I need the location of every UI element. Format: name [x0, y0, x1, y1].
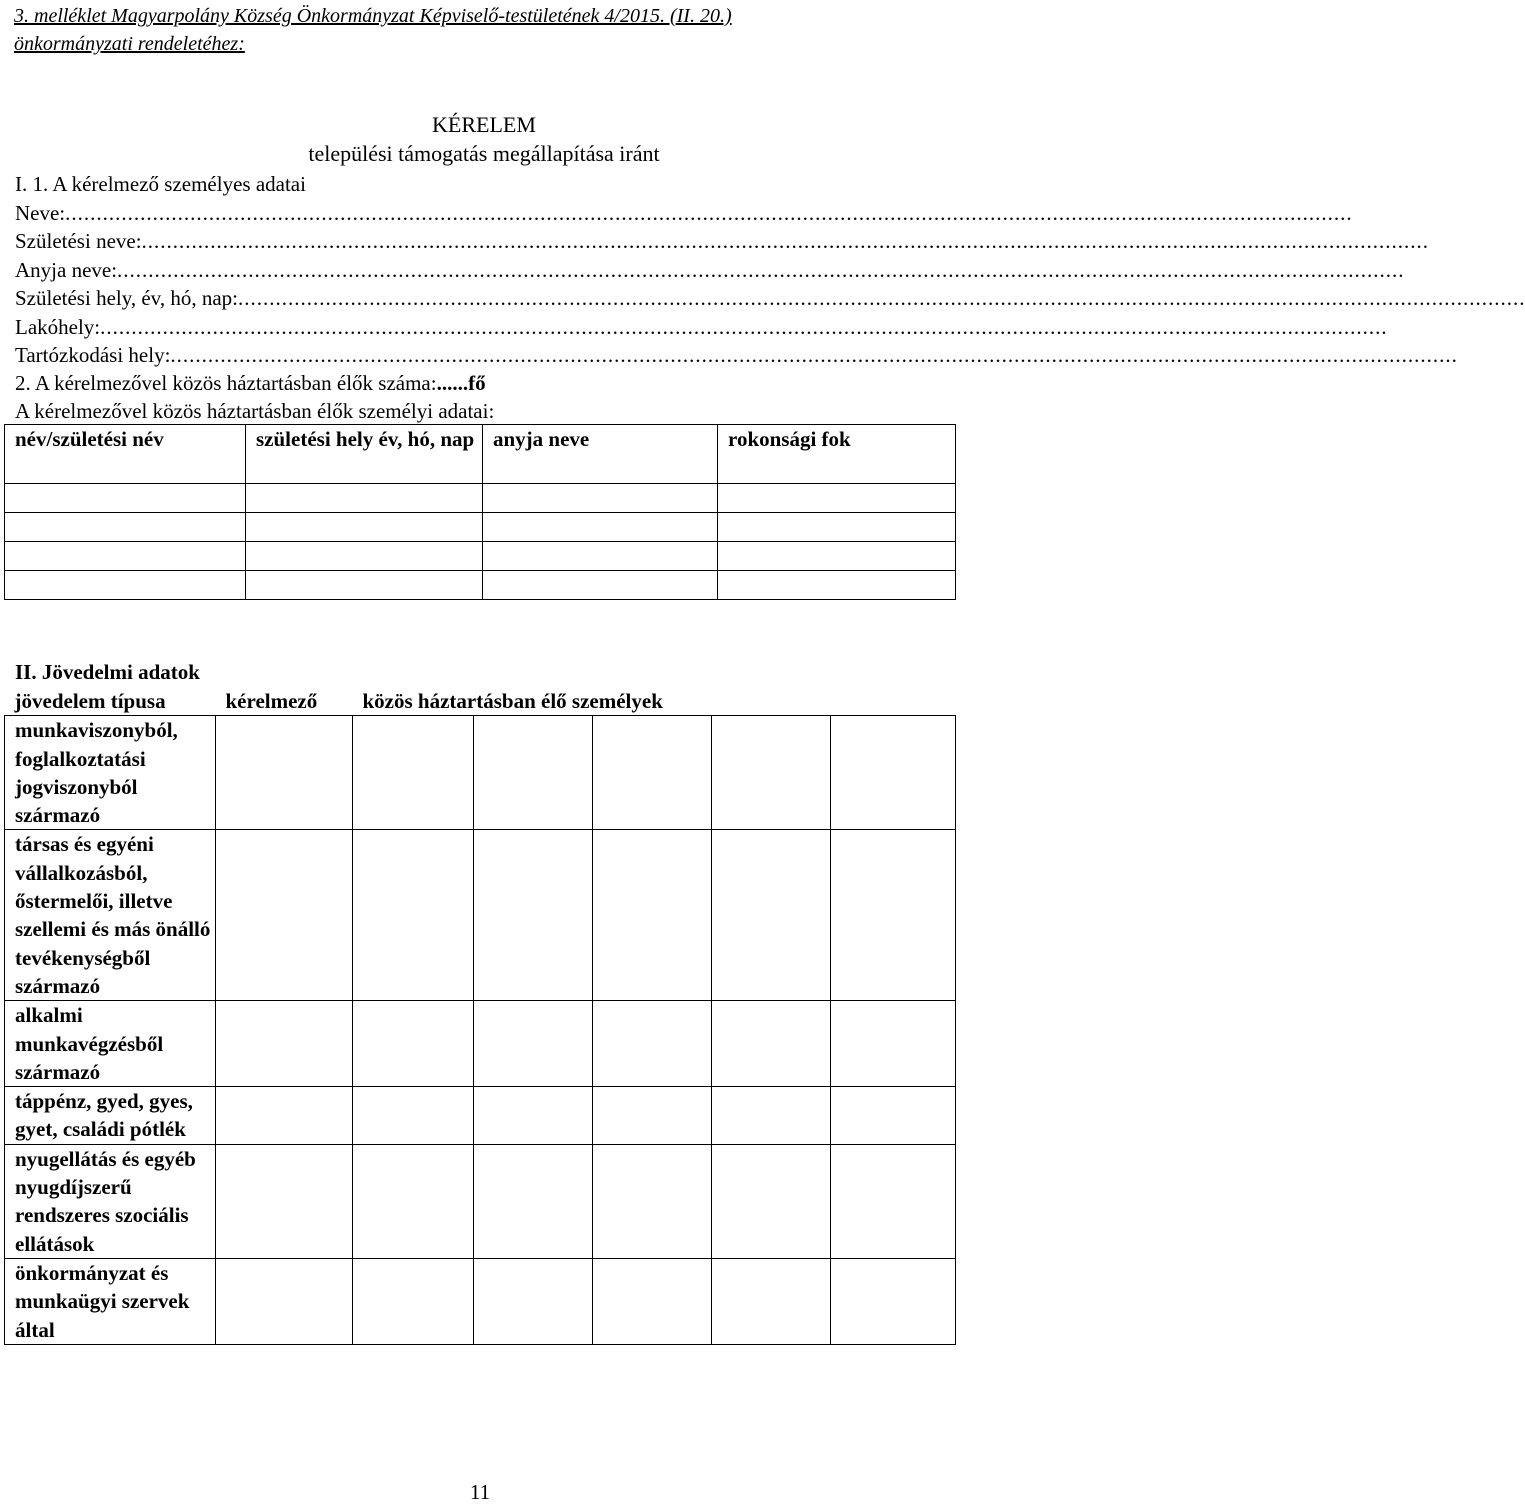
table-cell[interactable] [474, 1087, 593, 1145]
col-header-birth: születési hely év, hó, nap [246, 425, 483, 484]
table-cell[interactable] [216, 1258, 353, 1344]
table-cell[interactable] [474, 1258, 593, 1344]
income-type-label: társas és egyéni vállalkozásból, őstermelői, illetve szellemi és más önálló tevékenységből származó [5, 830, 216, 1001]
table-cell[interactable] [216, 1087, 353, 1145]
col-header-mother: anyja neve [483, 425, 718, 484]
col-header-relation: rokonsági fok [718, 425, 956, 484]
household-count-label: 2. A kérelmezővel közös háztartásban élők száma: [15, 371, 437, 395]
table-cell[interactable] [593, 1001, 712, 1087]
form-title: KÉRELEM [432, 112, 536, 137]
table-cell[interactable] [216, 1001, 353, 1087]
income-type-label: önkormányzat és munkaügyi szervek által [5, 1258, 216, 1344]
table-row [5, 716, 956, 830]
income-type-label: munkaviszonyból, foglalkoztatási jogviszonyból származó [5, 716, 216, 830]
field-label: Anyja neve: [15, 258, 118, 282]
col-header-income-type: jövedelem típusa [14, 689, 166, 713]
col-header-applicant: kérelmező [225, 689, 318, 713]
table-cell[interactable] [353, 1001, 474, 1087]
header-line-2: önkormányzati rendeletéhez: [14, 33, 245, 55]
table-cell[interactable] [593, 1144, 712, 1258]
table-cell[interactable] [474, 716, 593, 830]
table-cell[interactable] [246, 513, 483, 542]
table-cell[interactable] [483, 571, 718, 600]
income-type-label: nyugellátás és egyéb nyugdíjszerű rendszeres szociális ellátások [5, 1144, 216, 1258]
table-cell[interactable] [593, 830, 712, 1001]
table-cell[interactable] [216, 830, 353, 1001]
income-type-label: alkalmi munkavégzésből származó [5, 1001, 216, 1087]
table-row [5, 1144, 956, 1258]
table-cell[interactable] [246, 571, 483, 600]
table-cell[interactable] [593, 1258, 712, 1344]
field-label: Lakóhely: [15, 315, 101, 339]
field-label: Neve: [15, 201, 66, 225]
table-cell[interactable] [718, 571, 956, 600]
field-name[interactable]: Neve: .............................................................................................................................................................................................................. [15, 201, 1353, 225]
table-cell[interactable] [5, 542, 246, 571]
table-cell[interactable] [831, 1087, 956, 1145]
table-cell[interactable] [5, 513, 246, 542]
table-cell[interactable] [353, 1087, 474, 1145]
table-cell[interactable] [483, 542, 718, 571]
table-row [5, 571, 956, 600]
section-2-heading: II. Jövedelmi adatok [15, 660, 200, 684]
table-cell[interactable] [712, 1087, 831, 1145]
section-1-heading: I. 1. A kérelmező személyes adatai [15, 172, 306, 196]
table-cell[interactable] [712, 1001, 831, 1087]
table-row [5, 830, 956, 1001]
table-row [5, 513, 956, 542]
table-cell[interactable] [474, 1144, 593, 1258]
table-cell[interactable] [474, 1001, 593, 1087]
table-cell[interactable] [474, 830, 593, 1001]
table-row [5, 542, 956, 571]
col-header-name: név/születési név [5, 425, 246, 484]
table-row [5, 1001, 956, 1087]
table-cell[interactable] [712, 1144, 831, 1258]
table-cell[interactable] [246, 484, 483, 513]
table-cell[interactable] [593, 716, 712, 830]
field-mother-name[interactable]: Anyja neve: .............................................................................................................................................................................................................. [15, 258, 1405, 282]
col-header-household: közös háztartásban élő személyek [362, 689, 663, 713]
field-birth-place-date[interactable]: Születési hely, év, hó, nap: .............................................................................................................................................................................................................. [15, 286, 1525, 310]
table-cell[interactable] [712, 830, 831, 1001]
household-data-heading: A kérelmezővel közös háztartásban élők személyi adatai: [15, 399, 495, 423]
household-count-unit: fő [468, 371, 486, 395]
table-cell[interactable] [718, 542, 956, 571]
table-cell[interactable] [831, 830, 956, 1001]
document-header [14, 2, 954, 58]
income-table-header [5, 686, 956, 716]
table-cell[interactable] [718, 484, 956, 513]
table-cell[interactable] [5, 571, 246, 600]
table-cell[interactable] [353, 716, 474, 830]
field-label: Tartózkodási hely: [15, 343, 171, 367]
table-cell[interactable] [5, 484, 246, 513]
field-temporary-residence[interactable]: Tartózkodási hely: .............................................................................................................................................................................................................. [15, 343, 1458, 367]
field-label: Születési neve: [15, 229, 142, 253]
table-cell[interactable] [831, 716, 956, 830]
household-count-blank[interactable]: ...... [436, 371, 469, 395]
table-cell[interactable] [593, 1087, 712, 1145]
table-row [5, 484, 956, 513]
table-cell[interactable] [216, 1144, 353, 1258]
table-cell[interactable] [831, 1144, 956, 1258]
income-type-label: táppénz, gyed, gyes, gyet, családi pótlék [5, 1087, 216, 1145]
household-count-line [15, 369, 486, 397]
table-cell[interactable] [712, 716, 831, 830]
table-cell[interactable] [483, 484, 718, 513]
page-number: 11 [469, 1480, 491, 1504]
table-cell[interactable] [353, 1144, 474, 1258]
field-label: Születési hely, év, hó, nap: [15, 286, 238, 310]
table-cell[interactable] [216, 716, 353, 830]
form-subtitle: települési támogatás megállapítása iránt [308, 141, 660, 166]
table-cell[interactable] [483, 513, 718, 542]
field-birth-name[interactable]: Születési neve: .............................................................................................................................................................................................................. [15, 229, 1430, 253]
income-table [4, 686, 956, 1345]
table-cell[interactable] [712, 1258, 831, 1344]
header-line-1: 3. melléklet Magyarpolány Község Önkormányzat Képviselő-testületének 4/2015. (II. 20.) [14, 5, 732, 27]
table-cell[interactable] [353, 830, 474, 1001]
table-cell[interactable] [718, 513, 956, 542]
table-cell[interactable] [831, 1258, 956, 1344]
table-cell[interactable] [246, 542, 483, 571]
household-table [4, 424, 956, 600]
field-residence[interactable]: Lakóhely: .............................................................................................................................................................................................................. [15, 315, 1388, 339]
table-cell[interactable] [353, 1258, 474, 1344]
table-row [5, 1087, 956, 1145]
table-row [5, 1258, 956, 1344]
table-cell[interactable] [831, 1001, 956, 1087]
household-table-header [5, 425, 956, 484]
